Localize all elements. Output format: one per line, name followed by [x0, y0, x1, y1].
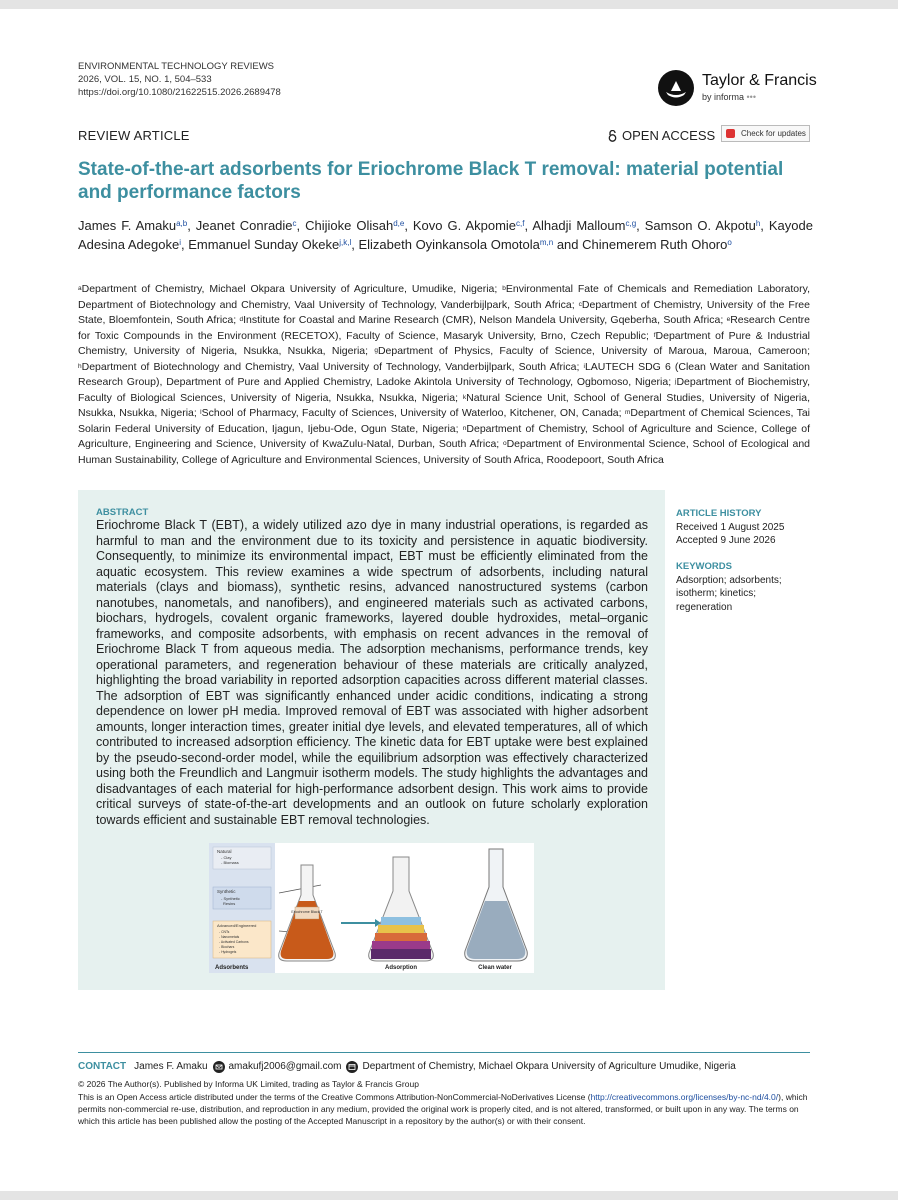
graphical-abstract [209, 843, 534, 973]
author[interactable] [582, 237, 732, 252]
synthetic-item: Resins [223, 901, 236, 906]
clean-water-liquid [467, 901, 526, 959]
caption-clean-water: Clean water [478, 965, 512, 971]
author-name: Kovo G. Akpomie [412, 218, 517, 233]
affiliation-text: Environmental Fate of Chemicals and Remediation Laboratory, Department of Biotechnology and Chemistry, Vaal University of Technology, Vanderbijlpark, South Africa; [78, 283, 811, 311]
received-date: Received 1 August 2025 [676, 521, 785, 533]
affiliation-text: School of Pharmacy, Faculty of Sciences, University of Waterloo, Kitchener, ON, Canada; [201, 407, 622, 419]
advanced-item: - Nanometals [219, 935, 240, 939]
article-history [676, 507, 784, 548]
affiliation [240, 314, 724, 326]
check-updates-label: Check for updates [741, 129, 806, 138]
author-name: Elizabeth Oyinkansola Omotola [358, 237, 540, 252]
author[interactable] [305, 218, 404, 233]
keywords [676, 560, 796, 614]
affiliation-text: Natural Science Unit, School of General Studies, University of Nigeria, Nsukka, Nsukka, Nigeria; [78, 391, 811, 419]
author-name: Chijioke Olisah [305, 218, 394, 233]
clean-water-flask [465, 849, 528, 971]
affiliation-text: Department of Chemistry, School of Agriculture and Science, College of Agriculture, Engineering and Science, University of KwaZulu-Natal, Durban, South Africa; [78, 422, 810, 450]
history-label: ARTICLE HISTORY [676, 508, 762, 519]
affiliation-marker: a [78, 285, 82, 292]
author[interactable] [196, 218, 297, 233]
publisher-name: Taylor & Francis [702, 72, 817, 89]
advanced-item: - Biochars [219, 945, 235, 949]
author-name: Chinemerem Ruth Ohoro [582, 237, 728, 252]
connector-arrow [279, 885, 321, 893]
author[interactable] [413, 218, 525, 233]
affiliation-marker: e [726, 316, 731, 323]
affiliation-marker: n [462, 424, 467, 432]
contact-label: CONTACT [78, 1061, 127, 1072]
author-affiliation-marker[interactable]: j,k,l [339, 238, 352, 247]
affiliation-text: Department of Biotechnology and Chemistry, Vaal University of Technology, Vanderbijlpark, South Africa; [81, 360, 580, 373]
advanced-item: - Activated Carbons [219, 940, 249, 944]
contact-name: James F. Amaku [134, 1061, 208, 1072]
crossmark-icon [726, 129, 735, 138]
author-affiliation-marker[interactable]: c,g [625, 219, 637, 228]
author-name: Jeanet Conradie [195, 218, 293, 233]
affiliation-marker: g [374, 347, 378, 354]
affiliation-text: Department of Pure & Industrial Chemistry, University of Nigeria, Nsukka, Nsukka, Nigeria; [78, 329, 811, 357]
affiliation-text: Research Centre for Toxic Compounds in the Environment (RECETOX), Faculty of Science, Masaryk University, Brno, Czech Republic; [78, 314, 810, 342]
advanced-item: - Hydrogels [219, 950, 237, 954]
journal-name: ENVIRONMENTAL TECHNOLOGY REVIEWS [78, 61, 275, 72]
author-name: James F. Amaku [78, 218, 177, 233]
author[interactable] [532, 218, 636, 233]
affiliation-marker: i [583, 362, 585, 370]
adsorption-flask [369, 857, 434, 971]
contact-address: Department of Chemistry, Michael Okpara University of Agriculture Umudike, Nigeria [362, 1061, 736, 1072]
check-updates-button[interactable] [721, 125, 810, 142]
affiliation [78, 361, 579, 373]
author-affiliation-marker[interactable]: c [292, 219, 297, 228]
publisher-emblem-icon [658, 70, 694, 106]
affiliation-marker: o [502, 440, 507, 447]
open-access-label: OPEN ACCESS [622, 128, 716, 143]
accepted-date: Accepted 9 June 2026 [676, 535, 776, 546]
caption-adsorbents: Adsorbents [215, 965, 249, 971]
keywords-text: Adsorption; adsorbents; isotherm; kinetics; regeneration [676, 574, 782, 613]
natural-item: - Clay [221, 855, 232, 860]
author[interactable] [645, 218, 761, 233]
advanced-title: Advanced/Engineered [217, 923, 257, 928]
license-post: ), which permits non-commercial re-use, distribution, and reproduction in any medium, provided the original work is properly cited, and is not altered, transformed, or built upon in any way. The terms on which this article has been published allow the posting of the Accepted Manuscript in a repository by the author(s) or with their consent. [78, 1092, 808, 1126]
author-name: Alhadji Malloum [532, 218, 626, 233]
affiliation-text: Institute for Coastal and Marine Research (CMR), Nelson Mandela University, Gqeberha, South Africa; [243, 314, 724, 326]
flask-label: Eriochrome Black T [291, 910, 323, 914]
journal-header [78, 60, 281, 99]
affiliation-marker: b [502, 285, 506, 292]
affiliation-text: Department of Environmental Science, School of Ecological and Human Sustainability, College of Agriculture and Environmental Sciences, University of South Africa, Roodepoort, South Africa [78, 438, 811, 466]
author[interactable] [78, 218, 187, 233]
copyright: © 2026 The Author(s). Published by Informa UK Limited, trading as Taylor & Francis Group [78, 1079, 419, 1089]
synthetic-item: - Synthetic [221, 896, 240, 901]
author[interactable] [358, 237, 553, 252]
open-lock-icon [608, 130, 617, 141]
affiliation-marker: j [675, 378, 677, 385]
author-name: Emmanuel Sunday Okeke [188, 237, 340, 252]
affiliation-marker: f [653, 331, 656, 339]
affiliation-text: Department of Chemistry, University of the Free State, Bloemfontein, South Africa; [78, 298, 810, 326]
affiliation-text: Department of Chemical Sciences, Tai Solarin Federal University of Education, Ijagun, Ijebu-Ode, Ogun State, Nigeria; [78, 407, 811, 435]
affiliation [78, 283, 497, 295]
author-name: Kayode Adesina Adegoke [78, 218, 813, 252]
author[interactable] [188, 237, 351, 252]
affiliation-text: Department of Biochemistry, Faculty of Biological Sciences, University of Nigeria, Nsukka, Nsukka, Nigeria; [78, 376, 810, 404]
author-affiliation-marker[interactable]: o [727, 238, 732, 247]
affiliation-marker: l [200, 409, 202, 416]
affiliation [374, 345, 810, 357]
publisher-logo[interactable]: Taylor & Francis by informa ••• [658, 70, 817, 106]
affiliation-marker: m [624, 409, 631, 416]
article-title: State-of-the-art adsorbents for Eriochrome Black T removal: material potential and performance factors [78, 159, 784, 203]
author-name: Samson O. Akpotu [644, 218, 756, 233]
contact-line [78, 1060, 736, 1074]
author-affiliation-marker[interactable]: i [179, 238, 181, 247]
advanced-item: - CNTs [219, 930, 230, 934]
article-type: REVIEW ARTICLE [78, 128, 190, 143]
author-list: James F. Amaku$^{a,b}$, Jeanet Conradie$^c$, Chijioke Olisah$^{d,e}$, Kovo G. Akpomie$^{c,f}$, Alhadji Malloum$^{c,g}$, Samson O. Akpotu$^h$, Kayode Adesina Adegoke$^i$, Emmanuel Sunday Okeke$^{j,k,l}$, Elizabeth Oyinkansola Omotola$^{m,n}$ and Chinemerem Ruth Ohoro$^o$ [78, 218, 813, 252]
author-affiliation-marker[interactable]: m,n [539, 238, 554, 247]
affiliation [200, 407, 621, 419]
footer-divider [78, 1052, 810, 1053]
affiliation-marker: k [462, 393, 467, 401]
affiliation-text: Department of Physics, Faculty of Science, University of Maroua, Maroua, Cameroon; [377, 345, 810, 357]
affiliation-text: Department of Chemistry, Michael Okpara University of Agriculture, Umudike, Nigeria; [81, 283, 498, 295]
affiliation-marker: d [239, 316, 244, 323]
dye-flask [279, 865, 336, 961]
journal-issue: 2026, VOL. 15, NO. 1, 504–533 [78, 74, 212, 85]
affiliations [78, 282, 810, 468]
email-icon [213, 1061, 225, 1073]
affiliation-text: LAUTECH SDG 6 (Clean Water and Sanitation Research Group), Department of Pure and Applied Chemistry, Ladoke Akintola University of Technology, Ogbomoso, Nigeria; [78, 360, 810, 388]
contact-email[interactable]: amakufj2006@gmail.com [228, 1061, 342, 1072]
natural-title: Natural [217, 849, 232, 854]
caption-adsorption: Adsorption [385, 965, 417, 971]
abstract-text: Eriochrome Black T (EBT), a widely utilized azo dye in many industrial operations, is regarded as harmful to man and the environment due to its toxicity and persistence in aquatic biodiversity. Consequently, to minimize its environmental impact, EBT must be efficiently eliminated from the aquatic ecosystem. This review examines a wide spectrum of adsorbents, including natural materials (clays and biomass), synthetic resins, advanced nanostructured systems (carbon nanotubes, nanometals, and nanofibers), and engineered materials such as activated carbons, biochars, hydrogels, covalent organic frameworks, layered double hydroxides, metal–organic frameworks, and composite adsorbents, with emphasis on recent advances in the removal of Eriochrome Black T from aqueous media. The adsorption mechanisms, performance trends, key operational parameters, and regeneration behaviour of these materials are critically analyzed, highlighting the broad variability in reported adsorption capacities across different material classes. The adsorption of EBT was significantly enhanced under acidic conditions, indicating a strong dependence on lower pH media. Improved removal of EBT was associated with higher adsorbent amounts, longer interaction times, greater initial dye levels, and elevated temperatures, all of which contributed to increased adsorption efficiency. The kinetic data for EBT uptake were best explained by the pseudo-second-order model, while the equilibrium adsorption was effectively characterized using both the Freundlich and Langmuir isotherm models. The study highlights the advantages and disadvantages of each material for high-performance adsorbent design. This work aims to provide critical surveys of state-of-the-art developments and an outlook on future scholarly exploration towards efficient and sustainable EBT removal technologies. [96, 518, 648, 827]
author-affiliation-marker[interactable]: h [755, 219, 761, 228]
publisher-by: by informa [702, 92, 745, 102]
author-affiliation-marker[interactable]: d,e [393, 219, 405, 228]
affiliation-marker: c [578, 300, 582, 308]
affiliation-marker: h [78, 362, 82, 370]
author-affiliation-marker[interactable]: a,b [176, 219, 188, 228]
address-icon [346, 1061, 358, 1073]
open-access-badge [608, 128, 715, 143]
license-pre: This is an Open Access article distributed under the terms of the Creative Commons Attribution-NonCommercial-NoDerivatives License ( [78, 1092, 591, 1102]
natural-item: - Biomass [221, 860, 239, 865]
abstract-label: ABSTRACT [96, 507, 149, 518]
keywords-label: KEYWORDS [676, 561, 732, 572]
license-text [78, 1091, 810, 1127]
doi-link[interactable]: https://doi.org/10.1080/21622515.2026.2689478 [78, 87, 281, 98]
license-link[interactable]: http://creativecommons.org/licenses/by-nc-nd/4.0/ [590, 1092, 779, 1102]
author-affiliation-marker[interactable]: c,f [516, 219, 525, 228]
synthetic-title: Synthetic [217, 889, 236, 894]
